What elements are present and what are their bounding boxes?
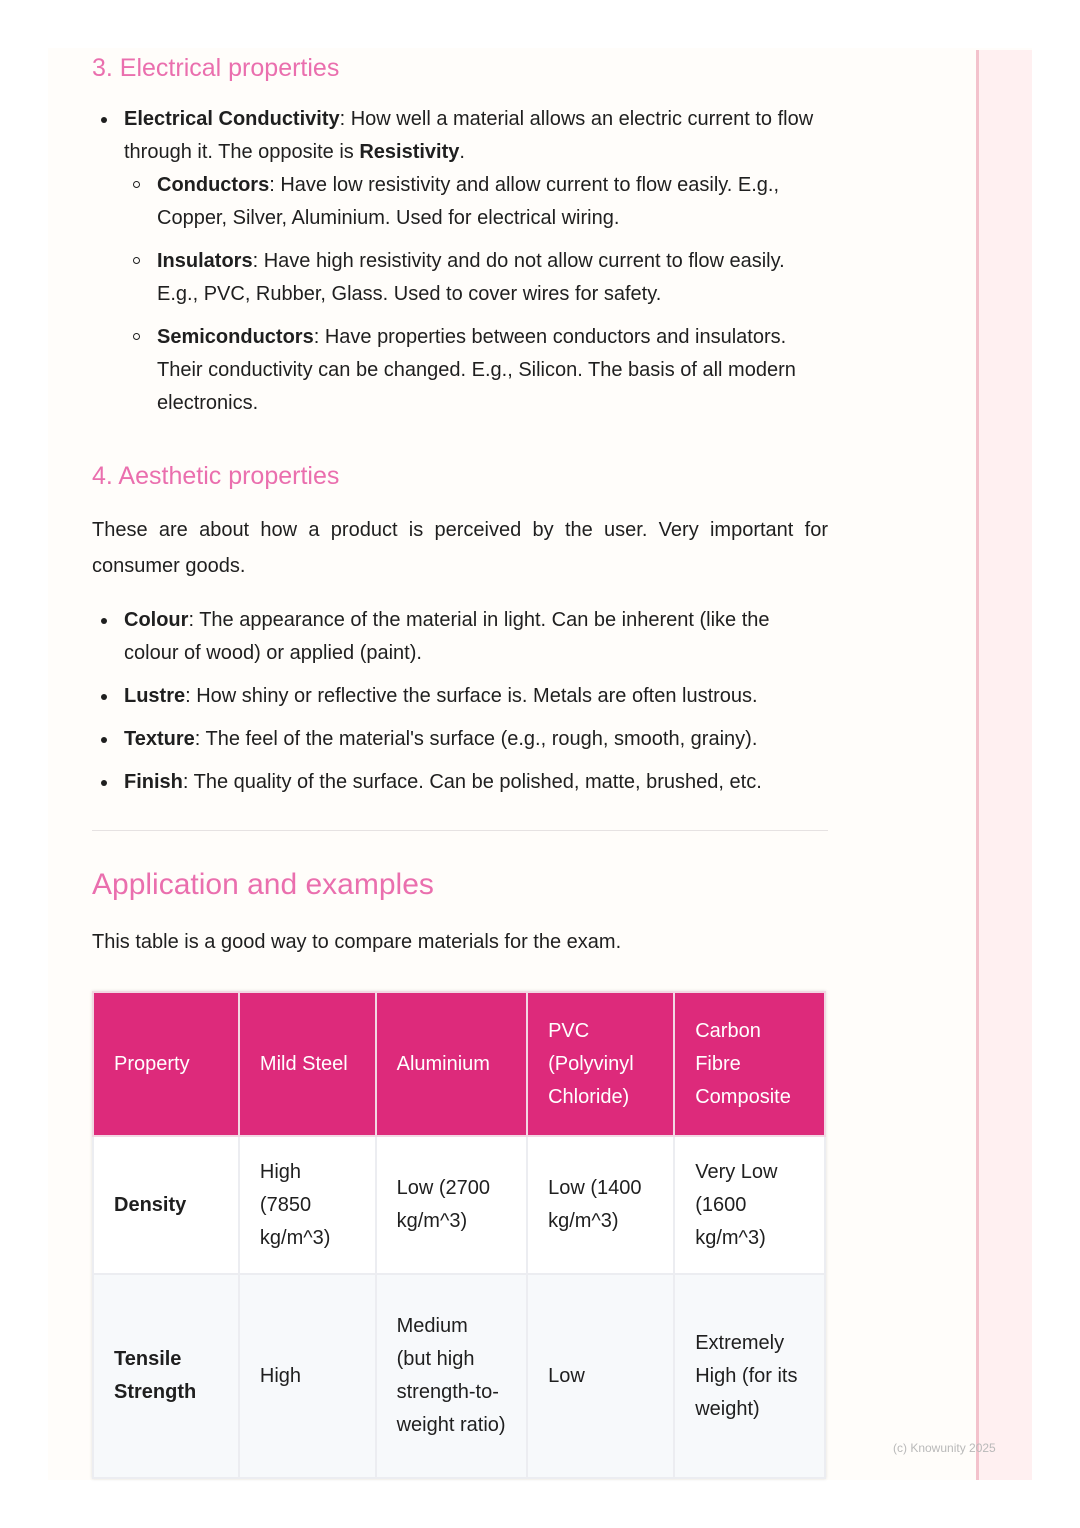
table-header-property: Property <box>93 992 239 1136</box>
table-header-aluminium: Aluminium <box>376 992 527 1136</box>
list-item-texture <box>92 723 828 756</box>
table-row <box>93 1274 825 1478</box>
table-cell-property: Tensile Strength <box>93 1274 239 1478</box>
table-header-pvc: PVC (Polyvinyl Chloride) <box>527 992 674 1136</box>
table-header-mild-steel: Mild Steel <box>239 992 376 1136</box>
list-item-finish <box>92 766 828 799</box>
term-conductors: Conductors <box>157 174 270 196</box>
term-electrical-conductivity: Electrical Conductivity <box>124 108 340 130</box>
section-heading-aesthetic: 4. Aesthetic properties <box>92 462 340 490</box>
table-cell: Medium (but high strength-to-weight ratio) <box>376 1274 527 1478</box>
section-divider <box>92 830 828 831</box>
term-resistivity: Resistivity <box>359 141 460 163</box>
term-colour: Colour <box>124 609 189 631</box>
definition-text: : The appearance of the material in light. Can be inherent (like the colour of wood) or applied (paint). <box>124 609 770 664</box>
table-row <box>93 1136 825 1274</box>
application-intro: This table is a good way to compare materials for the exam. <box>92 931 622 953</box>
definition-text: : Have properties between conductors and insulators. Their conductivity can be changed. E.g., Silicon. The basis of all modern electronics. <box>157 326 796 414</box>
term-texture: Texture <box>124 728 195 750</box>
table-cell: Low <box>527 1274 674 1478</box>
definition-text: : How well a material allows an electric current to flow through it. The opposite is <box>124 108 814 163</box>
definition-text: : How shiny or reflective the surface is. Metals are often lustrous. <box>185 685 758 707</box>
table-cell: Low (1400 kg/m^3) <box>527 1136 674 1274</box>
definition-text: : The quality of the surface. Can be polished, matte, brushed, etc. <box>182 771 762 793</box>
table-cell: High <box>239 1274 376 1478</box>
table-header-row <box>93 992 825 1136</box>
aesthetic-list <box>92 604 828 799</box>
heading-application: Application and examples <box>92 868 434 901</box>
comparison-table <box>92 991 826 1479</box>
sub-item-conductors <box>92 169 828 235</box>
document-content <box>92 50 828 1479</box>
copyright-footer: (c) Knowunity 2025 <box>893 1441 996 1455</box>
term-insulators: Insulators <box>157 250 253 272</box>
term-lustre: Lustre <box>124 685 186 707</box>
sub-item-semiconductors <box>92 321 828 420</box>
table-cell: Extremely High (for its weight) <box>674 1274 825 1478</box>
table-cell-property: Density <box>93 1136 239 1274</box>
list-item-electrical-conductivity <box>92 103 828 169</box>
definition-end: . <box>459 141 465 163</box>
table-cell: Very Low (1600 kg/m^3) <box>674 1136 825 1274</box>
definition-text: : Have low resistivity and allow current to flow easily. E.g., Copper, Silver, Aluminium. Used for electrical wiring. <box>157 174 780 229</box>
section-heading-electrical: 3. Electrical properties <box>92 54 340 82</box>
aesthetic-intro: These are about how a product is perceived by the user. Very important for consumer goods. <box>92 519 828 577</box>
table-cell: Low (2700 kg/m^3) <box>376 1136 527 1274</box>
definition-text: : The feel of the material's surface (e.g., rough, smooth, grainy). <box>194 728 758 750</box>
table-header-carbon-fibre: Carbon Fibre Composite <box>674 992 825 1136</box>
table-cell: High (7850 kg/m^3) <box>239 1136 376 1274</box>
sub-item-insulators <box>92 245 828 311</box>
electrical-list <box>92 103 828 420</box>
page-margin-line <box>976 50 979 1480</box>
definition-text: : Have high resistivity and do not allow current to flow easily. E.g., PVC, Rubber, Glass. Used to cover wires for safety. <box>157 250 785 305</box>
page-margin-strip <box>978 50 1032 1480</box>
list-item-lustre <box>92 680 828 713</box>
term-semiconductors: Semiconductors <box>157 326 314 348</box>
list-item-colour <box>92 604 828 670</box>
term-finish: Finish <box>124 771 183 793</box>
